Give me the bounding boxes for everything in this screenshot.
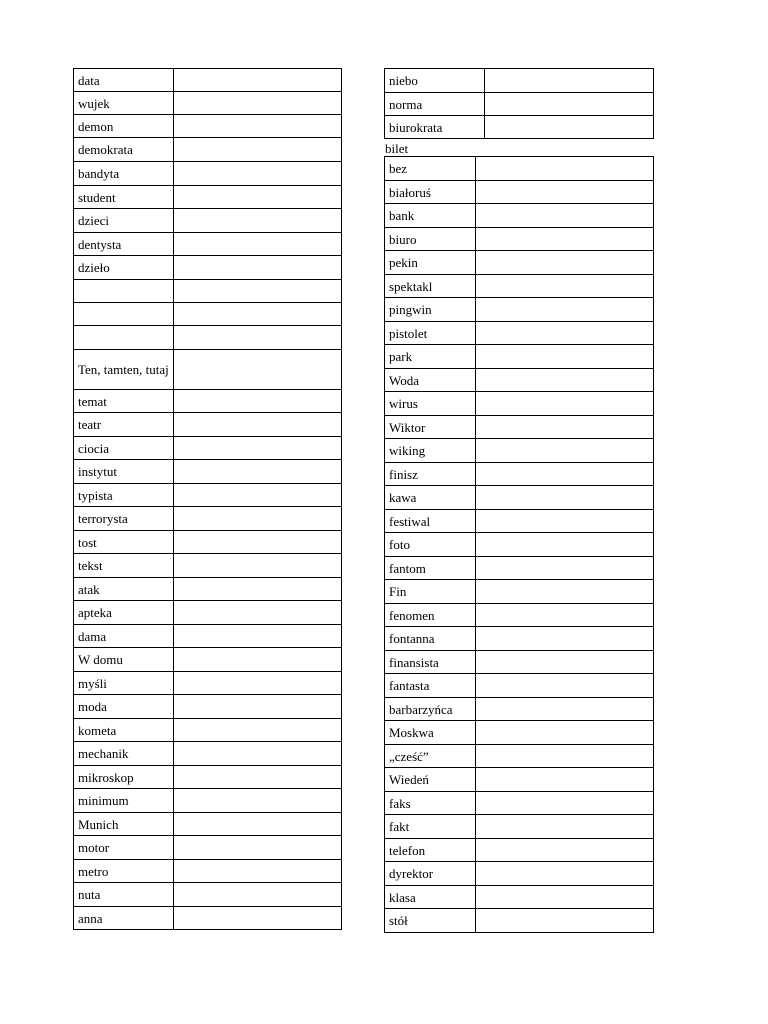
answer-cell[interactable] <box>174 742 342 766</box>
word-cell: fantom <box>385 557 476 580</box>
answer-cell[interactable] <box>476 275 654 298</box>
table-row <box>74 209 342 233</box>
answer-cell[interactable] <box>476 369 654 392</box>
word-cell: Fin <box>385 580 476 604</box>
answer-cell[interactable] <box>476 181 654 204</box>
table-row <box>74 719 342 742</box>
answer-cell[interactable] <box>476 721 654 745</box>
table-row <box>385 369 654 392</box>
answer-cell[interactable] <box>485 93 654 116</box>
section-label: bilet <box>385 141 409 156</box>
word-cell: kometa <box>74 719 174 742</box>
answer-cell[interactable] <box>485 116 654 139</box>
table-row <box>74 280 342 303</box>
table-row <box>385 745 654 768</box>
word-cell: festiwal <box>385 510 476 533</box>
word-cell: mikroskop <box>74 766 174 789</box>
table-row <box>74 303 342 326</box>
word-cell: norma <box>385 93 485 116</box>
table-row <box>74 601 342 625</box>
word-cell: pistolet <box>385 322 476 345</box>
answer-cell[interactable] <box>174 625 342 648</box>
word-cell: wujek <box>74 92 174 115</box>
table-row <box>74 742 342 766</box>
word-cell: biurokrata <box>385 116 485 139</box>
word-cell: typista <box>74 484 174 507</box>
table-row <box>385 116 654 139</box>
word-cell: bez <box>385 157 476 181</box>
word-cell: nuta <box>74 883 174 907</box>
word-cell: telefon <box>385 839 476 862</box>
word-cell: dzieło <box>74 256 174 280</box>
word-cell: data <box>74 69 174 92</box>
table-row <box>74 390 342 413</box>
word-cell: Moskwa <box>385 721 476 745</box>
word-cell: moda <box>74 695 174 719</box>
word-cell: wiking <box>385 439 476 463</box>
word-cell: dama <box>74 625 174 648</box>
table-row <box>74 883 342 907</box>
answer-cell[interactable] <box>476 674 654 698</box>
word-cell: pingwin <box>385 298 476 322</box>
answer-cell[interactable] <box>174 92 342 115</box>
table-row <box>74 437 342 460</box>
word-cell: fenomen <box>385 604 476 627</box>
table-row <box>385 510 654 533</box>
table-row <box>385 909 654 933</box>
word-cell: Ten, tamten, tutaj <box>74 350 174 390</box>
word-cell: W domu <box>74 648 174 672</box>
answer-cell[interactable] <box>174 186 342 209</box>
table-row <box>74 648 342 672</box>
table-row <box>385 251 654 275</box>
answer-cell[interactable] <box>174 69 342 92</box>
table-row <box>385 157 654 181</box>
answer-cell[interactable] <box>476 815 654 839</box>
table-row <box>74 92 342 115</box>
table-row <box>385 298 654 322</box>
answer-cell[interactable] <box>174 413 342 437</box>
table-row <box>74 554 342 578</box>
answer-cell[interactable] <box>174 233 342 256</box>
table-row <box>385 721 654 745</box>
answer-cell[interactable] <box>174 138 342 162</box>
word-cell: Munich <box>74 813 174 836</box>
table-row <box>74 836 342 860</box>
table-row <box>74 138 342 162</box>
answer-cell[interactable] <box>174 303 342 326</box>
answer-cell[interactable] <box>174 115 342 138</box>
word-cell: fakt <box>385 815 476 839</box>
table-row <box>74 484 342 507</box>
answer-cell[interactable] <box>174 672 342 695</box>
table-row <box>385 698 654 721</box>
table-row <box>385 627 654 651</box>
word-cell: wirus <box>385 392 476 416</box>
word-cell: instytut <box>74 460 174 484</box>
word-cell: motor <box>74 836 174 860</box>
table-row <box>385 322 654 345</box>
word-cell: Woda <box>385 369 476 392</box>
table-row <box>385 651 654 674</box>
table-row <box>385 886 654 909</box>
table-row <box>385 228 654 251</box>
answer-cell[interactable] <box>174 860 342 883</box>
table-row <box>385 463 654 486</box>
answer-cell[interactable] <box>174 578 342 601</box>
word-cell: bandyta <box>74 162 174 186</box>
answer-cell[interactable] <box>174 766 342 789</box>
answer-cell[interactable] <box>476 768 654 792</box>
right-bottom-vocabulary-table <box>384 156 654 933</box>
answer-cell[interactable] <box>476 298 654 322</box>
table-row <box>385 862 654 886</box>
word-cell: anna <box>74 907 174 930</box>
word-cell: myśli <box>74 672 174 695</box>
table-row <box>385 275 654 298</box>
word-cell: klasa <box>385 886 476 909</box>
table-row <box>385 69 654 93</box>
answer-cell[interactable] <box>174 719 342 742</box>
word-cell: spektakl <box>385 275 476 298</box>
answer-cell[interactable] <box>476 345 654 369</box>
word-cell: bank <box>385 204 476 228</box>
answer-cell[interactable] <box>174 280 342 303</box>
table-row <box>385 604 654 627</box>
word-cell: faks <box>385 792 476 815</box>
answer-cell[interactable] <box>476 416 654 439</box>
table-row <box>385 839 654 862</box>
word-cell: fontanna <box>385 627 476 651</box>
table-row <box>74 256 342 280</box>
table-row <box>74 162 342 186</box>
answer-cell[interactable] <box>476 627 654 651</box>
answer-cell[interactable] <box>174 554 342 578</box>
answer-cell[interactable] <box>174 601 342 625</box>
answer-cell[interactable] <box>174 883 342 907</box>
answer-cell[interactable] <box>174 390 342 413</box>
answer-cell[interactable] <box>174 162 342 186</box>
word-cell: barbarzyńca <box>385 698 476 721</box>
word-cell: kawa <box>385 486 476 510</box>
answer-cell[interactable] <box>476 463 654 486</box>
word-cell: apteka <box>74 601 174 625</box>
answer-cell[interactable] <box>476 439 654 463</box>
answer-cell[interactable] <box>476 698 654 721</box>
answer-cell[interactable] <box>476 510 654 533</box>
answer-cell[interactable] <box>174 437 342 460</box>
answer-cell[interactable] <box>476 604 654 627</box>
left-vocabulary-table <box>73 68 342 930</box>
table-row <box>74 695 342 719</box>
table-row <box>385 93 654 116</box>
table-row <box>385 345 654 369</box>
table-row <box>74 233 342 256</box>
answer-cell[interactable] <box>174 350 342 390</box>
word-cell: ciocia <box>74 437 174 460</box>
table-row <box>385 486 654 510</box>
word-cell: Wiedeń <box>385 768 476 792</box>
word-cell: terrorysta <box>74 507 174 531</box>
table-row <box>385 416 654 439</box>
answer-cell[interactable] <box>476 580 654 604</box>
answer-cell[interactable] <box>476 557 654 580</box>
word-cell: fantasta <box>385 674 476 698</box>
table-row <box>74 789 342 813</box>
word-cell: foto <box>385 533 476 557</box>
table-row <box>74 507 342 531</box>
word-cell: pekin <box>385 251 476 275</box>
word-cell: student <box>74 186 174 209</box>
answer-cell[interactable] <box>174 256 342 280</box>
table-row <box>74 907 342 930</box>
word-cell: „cześć” <box>385 745 476 768</box>
table-row <box>74 672 342 695</box>
table-row <box>385 392 654 416</box>
table-row <box>74 625 342 648</box>
answer-cell[interactable] <box>476 251 654 275</box>
table-row <box>385 557 654 580</box>
answer-cell[interactable] <box>476 839 654 862</box>
word-cell: metro <box>74 860 174 883</box>
word-cell <box>74 280 174 303</box>
word-cell: temat <box>74 390 174 413</box>
table-row <box>74 531 342 554</box>
answer-cell[interactable] <box>174 460 342 484</box>
word-cell: biuro <box>385 228 476 251</box>
word-cell <box>74 303 174 326</box>
table-row <box>385 181 654 204</box>
table-row <box>74 186 342 209</box>
answer-cell[interactable] <box>476 204 654 228</box>
word-cell: park <box>385 345 476 369</box>
answer-cell[interactable] <box>476 157 654 181</box>
word-cell: teatr <box>74 413 174 437</box>
answer-cell[interactable] <box>476 886 654 909</box>
word-cell: finansista <box>385 651 476 674</box>
word-cell: demon <box>74 115 174 138</box>
answer-cell[interactable] <box>174 813 342 836</box>
answer-cell[interactable] <box>174 531 342 554</box>
table-row <box>74 860 342 883</box>
answer-cell[interactable] <box>174 695 342 719</box>
word-cell: mechanik <box>74 742 174 766</box>
table-row <box>74 460 342 484</box>
answer-cell[interactable] <box>476 228 654 251</box>
table-row <box>385 674 654 698</box>
table-row <box>385 815 654 839</box>
table-row <box>74 578 342 601</box>
table-row <box>74 350 342 390</box>
word-cell: finisz <box>385 463 476 486</box>
table-row <box>385 792 654 815</box>
answer-cell[interactable] <box>174 326 342 350</box>
answer-cell[interactable] <box>174 484 342 507</box>
answer-cell[interactable] <box>174 836 342 860</box>
answer-cell[interactable] <box>476 651 654 674</box>
answer-cell[interactable] <box>476 745 654 768</box>
answer-cell[interactable] <box>476 392 654 416</box>
table-row <box>74 69 342 92</box>
word-cell <box>74 326 174 350</box>
word-cell: minimum <box>74 789 174 813</box>
word-cell: demokrata <box>74 138 174 162</box>
word-cell: dyrektor <box>385 862 476 886</box>
answer-cell[interactable] <box>174 209 342 233</box>
word-cell: dzieci <box>74 209 174 233</box>
table-row <box>385 439 654 463</box>
answer-cell[interactable] <box>476 533 654 557</box>
answer-cell[interactable] <box>174 648 342 672</box>
table-row <box>385 204 654 228</box>
answer-cell[interactable] <box>476 322 654 345</box>
answer-cell[interactable] <box>476 486 654 510</box>
word-cell: stół <box>385 909 476 933</box>
answer-cell[interactable] <box>476 792 654 815</box>
answer-cell[interactable] <box>476 862 654 886</box>
word-cell: tekst <box>74 554 174 578</box>
answer-cell[interactable] <box>485 69 654 93</box>
word-cell: białoruś <box>385 181 476 204</box>
table-row <box>74 326 342 350</box>
word-cell: niebo <box>385 69 485 93</box>
answer-cell[interactable] <box>174 507 342 531</box>
answer-cell[interactable] <box>476 909 654 933</box>
table-row <box>385 533 654 557</box>
word-cell: dentysta <box>74 233 174 256</box>
word-cell: Wiktor <box>385 416 476 439</box>
table-row <box>385 768 654 792</box>
word-cell: atak <box>74 578 174 601</box>
table-row <box>385 580 654 604</box>
table-row <box>74 813 342 836</box>
word-cell: tost <box>74 531 174 554</box>
table-row <box>74 766 342 789</box>
answer-cell[interactable] <box>174 789 342 813</box>
table-row <box>74 413 342 437</box>
right-top-vocabulary-table <box>384 68 654 139</box>
table-row <box>74 115 342 138</box>
answer-cell[interactable] <box>174 907 342 930</box>
